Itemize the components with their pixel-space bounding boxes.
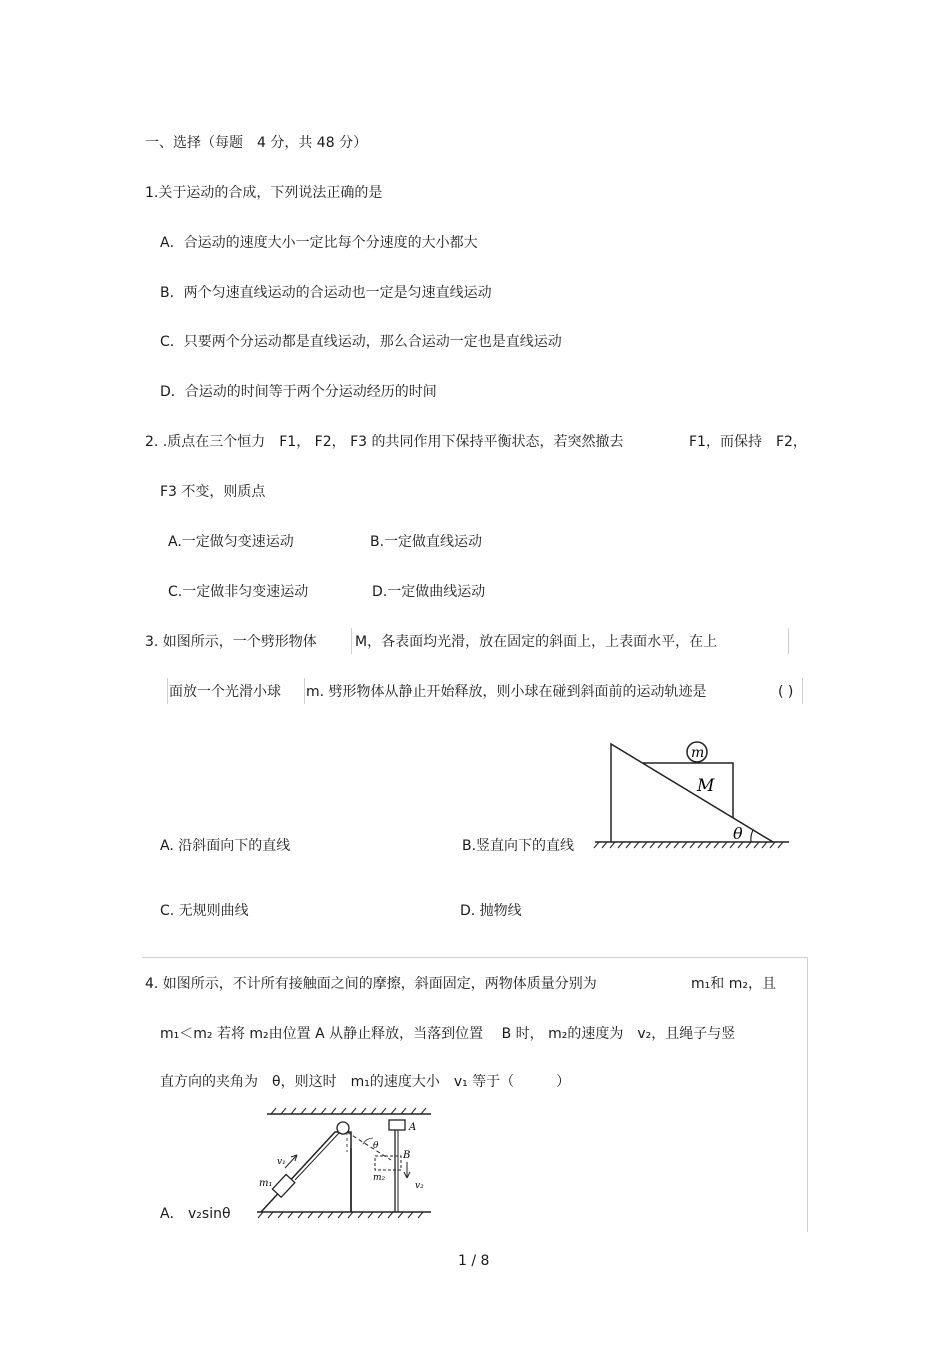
q2-stem-line1: 2. .质点在三个恒力 F1， F2， F3 的共同作用下保持平衡状态，若突然撤去	[145, 434, 624, 450]
q3-stem-line1-end: M，各表面均光滑，放在固定的斜面上，上表面水平，在上	[355, 634, 718, 650]
q3-option-a: A. 沿斜面向下的直线	[160, 838, 291, 854]
q2-stem-line2: F3 不变，则质点	[160, 484, 266, 500]
section-heading: 一、选择（每题 4 分，共 48 分）	[145, 135, 368, 151]
q3-stem-line1: 3. 如图所示，一个劈形物体	[145, 634, 317, 650]
q3-divider-2	[788, 628, 789, 654]
q4-frame-top	[142, 957, 808, 958]
q4-b-label: B	[403, 1150, 411, 1161]
q4-pulley-figure	[255, 1108, 435, 1220]
q2-stem-line1-end: F1，而保持 F2，	[689, 434, 807, 450]
page-number: 1 / 8	[458, 1253, 490, 1269]
q2-option-a: A.一定做匀变速运动	[168, 534, 294, 550]
q1-option-a: A．合运动的速度大小一定比每个分速度的大小都大	[160, 235, 478, 251]
q4-m1-label: m₁	[259, 1178, 273, 1189]
q3-answer-paren: ( )	[778, 684, 794, 700]
q1-stem: 1.关于运动的合成，下列说法正确的是	[145, 185, 383, 201]
q4-a-label: A	[409, 1122, 417, 1133]
q3-option-b: B.竖直向下的直线	[462, 838, 575, 854]
q2-option-c: C.一定做非匀变速运动	[168, 584, 309, 600]
q2-option-b: B.一定做直线运动	[370, 534, 483, 550]
q4-stem-line2: m₁＜m₂ 若将 m₂由位置 A 从静止释放，当落到位置 B 时， m₂的速度为 v₂，且绳子与竖	[160, 1026, 736, 1042]
q2-option-d: D.一定做曲线运动	[372, 584, 486, 600]
q3-divider-1	[351, 628, 352, 654]
q1-option-d: D．合运动的时间等于两个分运动经历的时间	[160, 384, 437, 400]
q4-theta-label: θ	[373, 1141, 379, 1151]
q1-option-b: B．两个匀速直线运动的合运动也一定是匀速直线运动	[160, 285, 492, 301]
q3-stem-line2: 面放一个光滑小球	[169, 684, 281, 700]
q4-stem-line3: 直方向的夹角为 θ，则这时 m₁的速度大小 v₁ 等于（ ）	[160, 1074, 571, 1090]
q4-v1-label: v₁	[277, 1157, 286, 1167]
q4-v2-label: v₂	[415, 1181, 424, 1191]
q3-divider-4	[304, 678, 305, 704]
q3-option-d: D. 抛物线	[460, 903, 522, 919]
q4-stem-line1: 4. 如图所示，不计所有接触面之间的摩擦，斜面固定，两物体质量分别为	[145, 976, 597, 992]
q1-option-c: C．只要两个分运动都是直线运动，那么合运动一定也是直线运动	[160, 334, 562, 350]
q3-ball-label: m	[691, 745, 705, 761]
q4-stem-line1-end: m₁和 m₂，且	[691, 976, 776, 992]
q3-divider-5	[802, 678, 803, 704]
q3-angle-label: θ	[733, 824, 743, 843]
q3-incline-figure	[593, 738, 793, 850]
q4-m2-label: m₂	[373, 1173, 386, 1183]
q4-frame-right	[807, 957, 808, 1232]
q4-option-a: A． v₂sinθ	[160, 1206, 231, 1222]
q3-block-label: M	[697, 776, 715, 796]
q3-stem-line2-end: m. 劈形物体从静止开始释放，则小球在碰到斜面前的运动轨迹是	[306, 684, 707, 700]
q3-option-c: C. 无规则曲线	[160, 903, 249, 919]
q3-divider-3	[167, 678, 168, 704]
